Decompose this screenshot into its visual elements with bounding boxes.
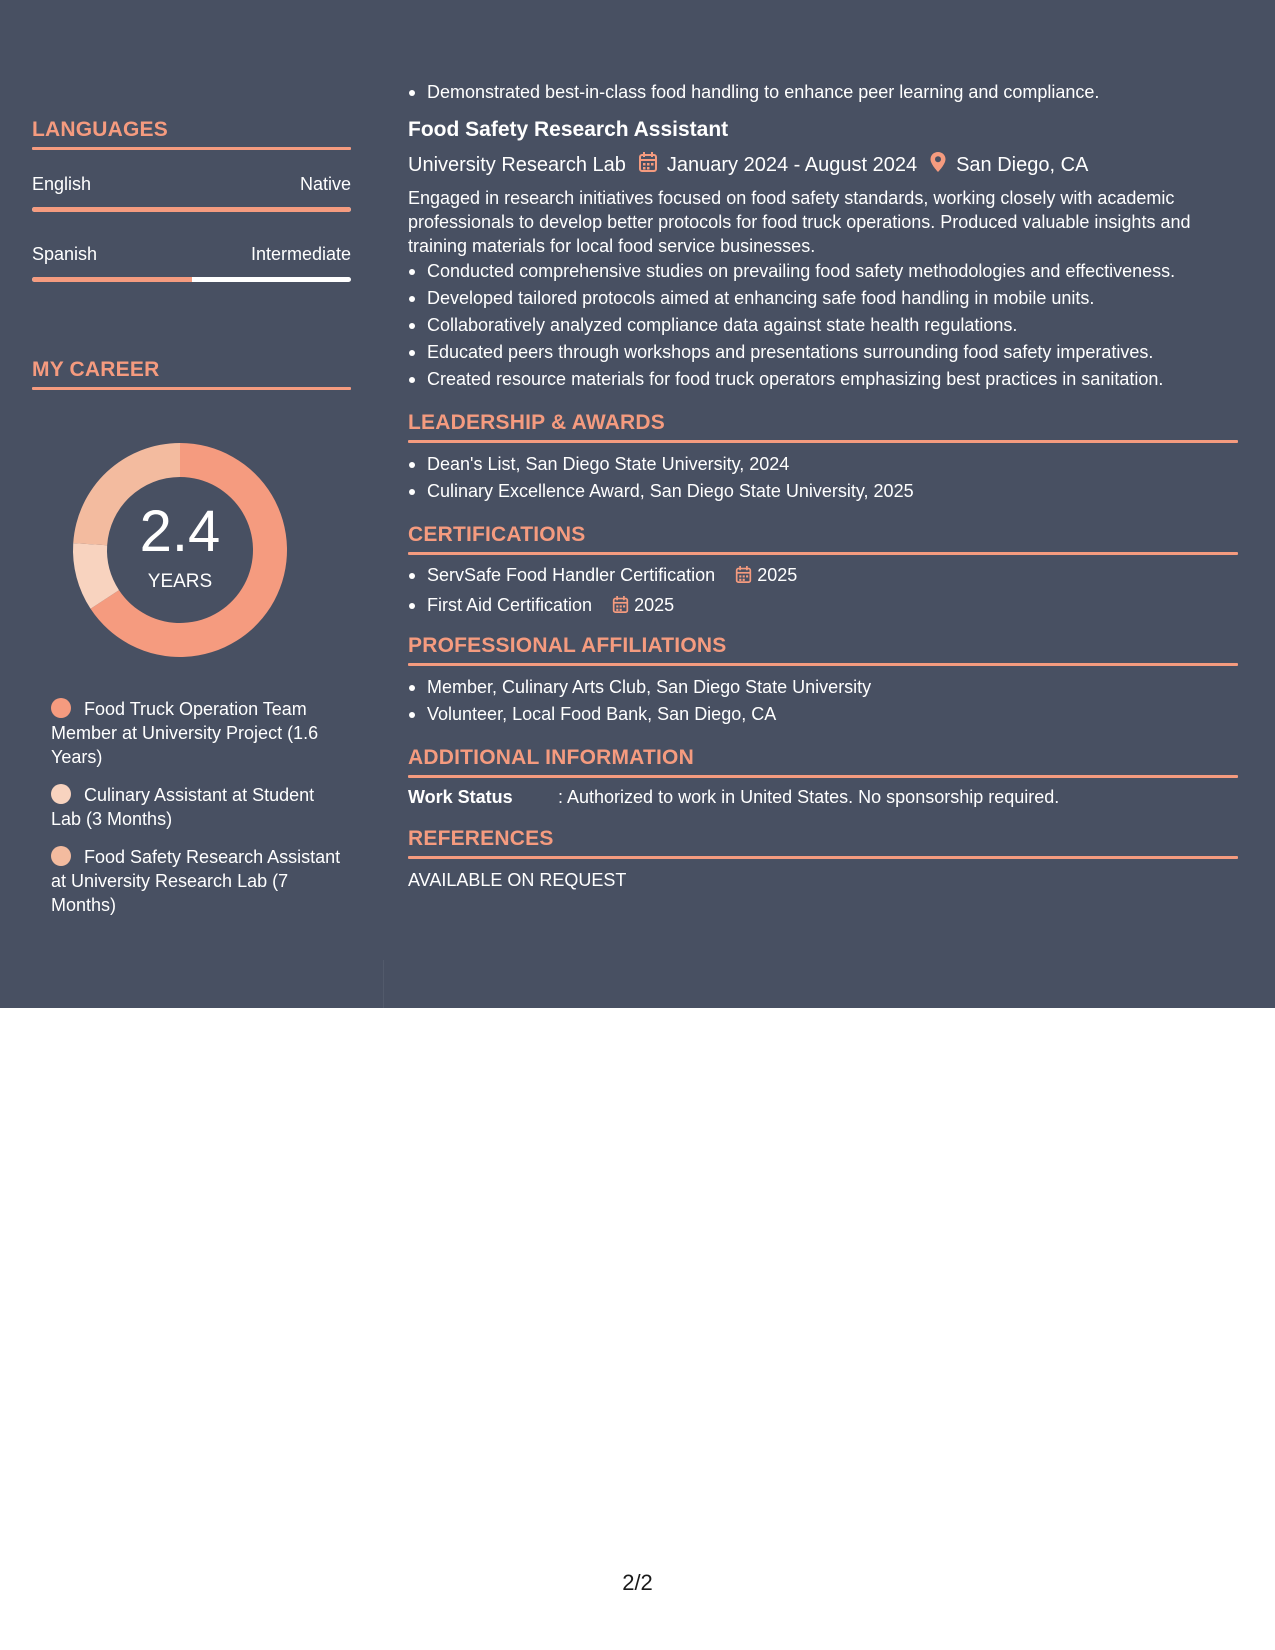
list-item [408,562,1238,592]
column-divider [383,960,384,1008]
list-item: Culinary Excellence Award, San Diego State University, 2025 [408,478,1238,505]
language-name: English [32,174,92,194]
affiliations-section-header [408,634,1238,666]
language-proficiency-fill [32,277,192,282]
list-item: Dean's List, San Diego State University, 2024 [408,451,1238,478]
previous-job-bullets [408,79,1238,106]
career-legend-item [51,697,341,769]
work-status-value: : Authorized to work in United States. No sponsorship required. [558,787,1060,807]
job-title: Food Safety Research Assistant [408,118,729,141]
work-status-row [408,785,1238,809]
affiliations-title: PROFESSIONAL AFFILIATIONS [408,634,727,657]
job-company: University Research Lab [408,153,626,176]
certification-name: First Aid Certification [427,595,593,615]
list-item: Member, Culinary Arts Club, San Diego State University [408,674,1238,701]
list-item: Developed tailored protocols aimed at enhancing safe food handling in mobile units. [408,285,1238,312]
certification-year: 2025 [757,565,798,585]
language-english [32,174,351,212]
map-pin-icon [929,151,947,179]
calendar-icon [612,595,629,622]
list-item: Demonstrated best-in-class food handling to enhance peer learning and compliance. [408,79,1238,106]
circle-dot-icon [51,698,71,718]
affiliations-list [408,674,1238,728]
career-section-header [32,358,351,390]
career-title: MY CAREER [32,358,160,381]
list-item: Created resource materials for food truck operators emphasizing best practices in sanitation. [408,366,1238,393]
section-divider [408,775,1238,778]
calendar-icon [638,151,658,179]
leadership-section-header [408,411,1238,443]
circle-dot-icon [51,846,71,866]
circle-dot-icon [51,784,71,804]
references-text: AVAILABLE ON REQUEST [408,870,627,890]
certifications-section-header [408,523,1238,555]
references-section-header [408,827,1238,859]
section-divider [32,387,351,390]
job-dates: January 2024 - August 2024 [666,153,918,176]
language-proficiency-bar [32,277,351,282]
additional-section-header [408,746,1238,778]
language-name: Spanish [32,244,98,264]
career-legend-label: Culinary Assistant at Student Lab (3 Months) [51,785,315,829]
languages-title: LANGUAGES [32,118,168,141]
career-total-value: 2.4 [139,499,221,564]
calendar-icon [735,565,752,592]
language-spanish [32,244,351,282]
references-title: REFERENCES [408,827,554,850]
list-item: Collaboratively analyzed compliance data against state health regulations. [408,312,1238,339]
work-status-label: Work Status [408,787,513,807]
job-meta [408,151,1238,179]
certifications-title: CERTIFICATIONS [408,523,586,546]
career-legend-label: Food Safety Research Assistant at University Research Lab (7 Months) [51,847,341,915]
leadership-list [408,451,1238,505]
language-level: Native [299,174,351,194]
section-divider [32,147,351,150]
languages-section-header [32,118,351,150]
career-donut-chart [67,437,293,663]
career-legend-label: Food Truck Operation Team Member at University Project (1.6 Years) [51,699,319,767]
language-level: Intermediate [250,244,351,264]
language-proficiency-fill [32,207,351,212]
leadership-title: LEADERSHIP & AWARDS [408,411,665,434]
job-bullets [408,258,1238,393]
language-proficiency-bar [32,207,351,212]
certification-year: 2025 [634,595,675,615]
career-total-unit: YEARS [147,571,213,592]
page-number: 2/2 [622,1570,653,1595]
job-location: San Diego, CA [956,153,1089,176]
section-divider [408,440,1238,443]
list-item: Volunteer, Local Food Bank, San Diego, CA [408,701,1238,728]
certification-name: ServSafe Food Handler Certification [427,565,716,585]
additional-title: ADDITIONAL INFORMATION [408,746,694,769]
section-divider [408,856,1238,859]
job-summary: Engaged in research initiatives focused on food safety standards, working closely with academic professionals to develop better protocols for food truck operations. Produced valuable insights and training materials for local food service businesses. [408,188,1191,256]
list-item: Educated peers through workshops and presentations surrounding food safety imperatives. [408,339,1238,366]
section-divider [408,663,1238,666]
career-legend-item [51,845,341,917]
list-item: Conducted comprehensive studies on prevailing food safety methodologies and effectiveness. [408,258,1238,285]
list-item [408,592,1238,622]
certifications-list [408,562,1238,622]
section-divider [408,552,1238,555]
career-legend-item [51,783,341,831]
